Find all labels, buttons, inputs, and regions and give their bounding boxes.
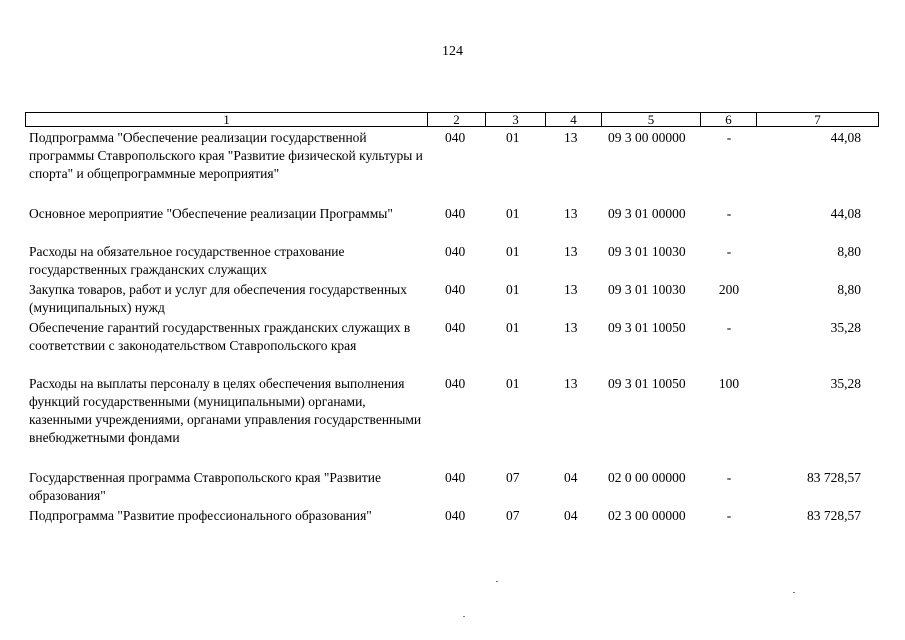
- header-col-7: 7: [814, 112, 821, 127]
- row-name: Государственная программа Ставропольского края "Развитие образования": [29, 470, 381, 503]
- row-subsection: 13: [564, 320, 578, 335]
- row-amount: 44,08: [830, 206, 861, 221]
- row-name: Подпрограмма "Развитие профессионального образования": [29, 508, 372, 523]
- row-section: 01: [506, 376, 520, 391]
- row-target-article: 09 3 01 10050: [608, 376, 686, 391]
- row-target-article: 09 3 01 10030: [608, 244, 686, 259]
- row-target-article: 09 3 01 10050: [608, 320, 686, 335]
- row-subsection: 13: [564, 376, 578, 391]
- row-code: 040: [445, 320, 466, 335]
- row-expense-type: -: [726, 320, 732, 335]
- row-amount: 8,80: [837, 244, 861, 259]
- row-section: 01: [506, 244, 520, 259]
- row-expense-type: -: [726, 508, 732, 523]
- row-amount: 8,80: [837, 282, 861, 297]
- row-section: 01: [506, 282, 520, 297]
- table-header-row: [25, 112, 879, 127]
- row-amount: 83 728,57: [807, 470, 861, 485]
- row-subsection: 13: [564, 206, 578, 221]
- row-name: Расходы на обязательное государственное страхование государственных гражданских служащих: [29, 244, 345, 277]
- header-col-3: 3: [486, 113, 546, 126]
- row-expense-type: -: [726, 244, 732, 259]
- row-name: Основное мероприятие "Обеспечение реализации Программы": [29, 206, 393, 221]
- row-name: Обеспечение гарантий государственных гражданских служащих в соответствии с законодательством Ставропольского края: [29, 320, 411, 353]
- row-amount: 35,28: [830, 320, 861, 335]
- row-target-article: 09 3 00 00000: [608, 130, 686, 145]
- row-subsection: 13: [564, 130, 578, 145]
- row-section: 01: [506, 320, 520, 335]
- row-code: 040: [445, 470, 466, 485]
- row-amount: 83 728,57: [807, 508, 861, 523]
- row-expense-type: 100: [718, 376, 740, 391]
- row-section: 01: [506, 206, 520, 221]
- row-name: Закупка товаров, работ и услуг для обеспечения государственных (муниципальных) нужд: [29, 282, 408, 315]
- header-col-6: 6: [701, 113, 757, 126]
- header-col-5: 5: [602, 113, 701, 126]
- row-name: Расходы на выплаты персоналу в целях обеспечения выполнения функций государственными (муниципальными) органами, казенными учреждениями, органами управления государственными внебюджетными фондами: [29, 376, 422, 445]
- row-section: 01: [506, 130, 520, 145]
- row-target-article: 02 0 00 00000: [608, 470, 686, 485]
- header-col-2: 2: [428, 113, 486, 126]
- row-target-article: 09 3 01 10030: [608, 282, 686, 297]
- row-expense-type: 200: [718, 282, 740, 297]
- row-code: 040: [445, 282, 466, 297]
- page-number: 124: [442, 44, 463, 59]
- row-code: 040: [445, 244, 466, 259]
- row-section: 07: [506, 470, 520, 485]
- row-code: 040: [445, 508, 466, 523]
- header-col-1: 1: [26, 113, 428, 126]
- row-section: 07: [506, 508, 520, 523]
- row-expense-type: -: [726, 206, 732, 221]
- row-subsection: 04: [564, 470, 578, 485]
- scan-speck: [793, 592, 795, 593]
- row-expense-type: -: [726, 470, 732, 485]
- row-target-article: 09 3 01 00000: [608, 206, 686, 221]
- row-amount: 35,28: [830, 376, 861, 391]
- row-amount: 44,08: [830, 130, 861, 145]
- row-code: 040: [445, 130, 466, 145]
- row-code: 040: [445, 206, 466, 221]
- scan-speck: [463, 616, 465, 617]
- row-subsection: 13: [564, 244, 578, 259]
- scan-speck: [496, 581, 498, 582]
- row-subsection: 04: [564, 508, 578, 523]
- row-name: Подпрограмма "Обеспечение реализации государственной программы Ставропольского края "Развитие физической культуры и спорта" и общепрограммные мероприятия": [29, 130, 423, 181]
- row-expense-type: -: [726, 130, 732, 145]
- row-target-article: 02 3 00 00000: [608, 508, 686, 523]
- header-col-4: 4: [546, 113, 602, 126]
- row-subsection: 13: [564, 282, 578, 297]
- row-code: 040: [445, 376, 466, 391]
